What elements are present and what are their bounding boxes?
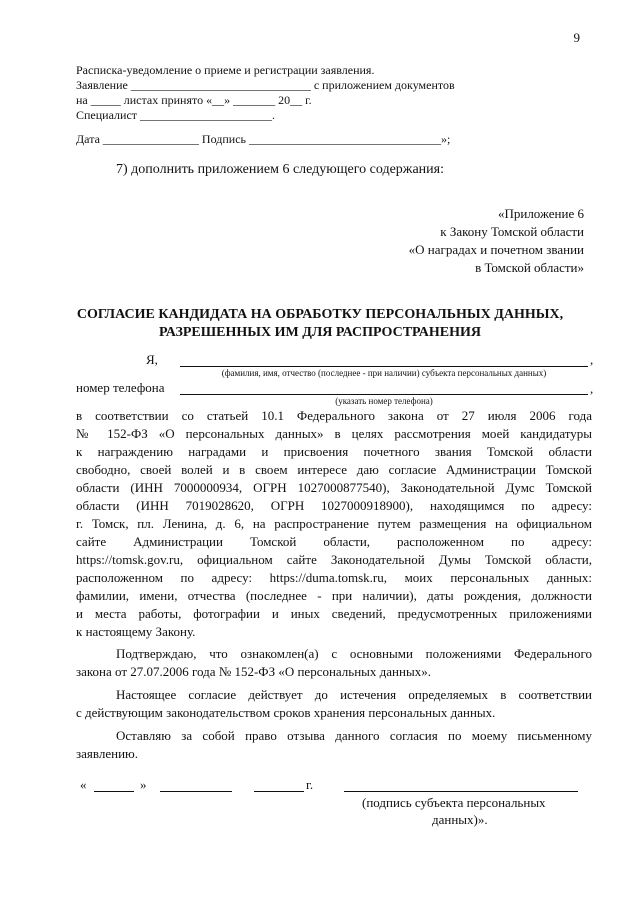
confirm-line-2: закона от 27.07.2006 года № 152-ФЗ «О персональных данных». (76, 664, 431, 679)
body-line: сайте Администрации Томской области, расположенном по адресу: (76, 534, 592, 549)
signature-field[interactable] (344, 791, 578, 792)
signature-caption-line-1: (подпись субъекта персональных (362, 795, 546, 810)
body-line: № 152-ФЗ «О персональных данных» в целях рассмотрения моей кандидатуры (76, 426, 592, 441)
date-year-suffix: г. (306, 777, 314, 792)
name-field-caption: (фамилия, имя, отчество (последнее - при наличии) субъекта персональных данных) (221, 368, 547, 378)
consent-heading-line-2: РАЗРЕШЕННЫХ ИМ ДЛЯ РАСПРОСТРАНЕНИЯ (158, 325, 482, 340)
amendment-item-7: 7) дополнить приложением 6 следующего содержания: (116, 162, 444, 177)
receipt-sheets-line: на _____ листах принято «__» _______ 20__ г. (76, 93, 312, 107)
receipt-date-sign-line: Дата ________________ Подпись ________________________________»; (76, 132, 451, 146)
page-number: 9 (573, 30, 580, 45)
body-line: и места работы, фотографии и иных сведений, предусмотренных приложениями (76, 606, 592, 621)
body-line: к награждению наградами и присвоения почетного звания Томской области (76, 444, 592, 459)
body-line: г. Томск, пл. Ленина, д. 6, на распространение путем размещения на официальном (76, 516, 592, 531)
body-line: https://tomsk.gov.ru, официальном сайте Законодательной Думы Томской области, (76, 552, 592, 567)
receipt-title: Расписка-уведомление о приеме и регистрации заявления. (76, 63, 375, 77)
body-line: фамилии, имени, отчества (последнее - при наличии), даты рождения, должности (76, 588, 592, 603)
appendix-header-line-1: «Приложение 6 (497, 206, 584, 221)
body-line: к настоящему Закону. (76, 624, 196, 639)
date-year-field[interactable] (254, 791, 304, 792)
body-line: области (ИНН 7000000934, ОГРН 1027000877540), Законодательной Думс Томской (76, 480, 592, 495)
consent-heading-line-1: СОГЛАСИЕ КАНДИДАТА НА ОБРАБОТКУ ПЕРСОНАЛЬНЫХ ДАННЫХ, (76, 307, 564, 322)
signature-caption-line-2: данных)». (432, 812, 488, 827)
validity-line-1: Настоящее согласие действует до истечения определяемых в соответствии (116, 687, 592, 702)
appendix-header-line-2: к Закону Томской области (440, 224, 584, 239)
revoke-line-1: Оставляю за собой право отзыва данного согласия по моему письменному (116, 728, 592, 743)
body-line: области (ИНН 7019028620, ОГРН 1027000918900), находящимся по адресу: (76, 498, 592, 513)
body-line: в соответствии со статьей 10.1 Федерального закона от 27 июля 2006 года (76, 408, 592, 423)
date-close-quote: » (140, 777, 147, 792)
revoke-line-2: заявлению. (76, 746, 138, 761)
receipt-statement-line: Заявление ______________________________ с приложением документов (76, 78, 455, 92)
date-open-quote: « (80, 777, 87, 792)
phone-field-comma: , (590, 381, 594, 396)
receipt-specialist-line: Специалист ______________________. (76, 108, 276, 122)
date-day-field[interactable] (94, 791, 134, 792)
body-line: свободно, своей волей и в своем интересе даю согласие Администрации Томской (76, 462, 592, 477)
phone-field-caption: (указать номер телефона) (335, 396, 433, 406)
name-field-comma: , (590, 352, 594, 367)
phone-field[interactable] (180, 394, 588, 395)
phone-label: номер телефона (76, 380, 165, 395)
i-label: Я, (146, 352, 158, 367)
confirm-line-1: Подтверждаю, что ознакомлен(а) с основными положениями Федерального (116, 646, 592, 661)
validity-line-2: с действующим законодательством сроков хранения персональных данных. (76, 705, 496, 720)
appendix-header-line-4: в Томской области» (475, 260, 584, 275)
appendix-header-line-3: «О наградах и почетном звании (408, 242, 584, 257)
name-field[interactable] (180, 366, 588, 367)
date-month-field[interactable] (160, 791, 232, 792)
body-line: расположенном по адресу: https://duma.tomsk.ru, моих персональных данных: (76, 570, 592, 585)
